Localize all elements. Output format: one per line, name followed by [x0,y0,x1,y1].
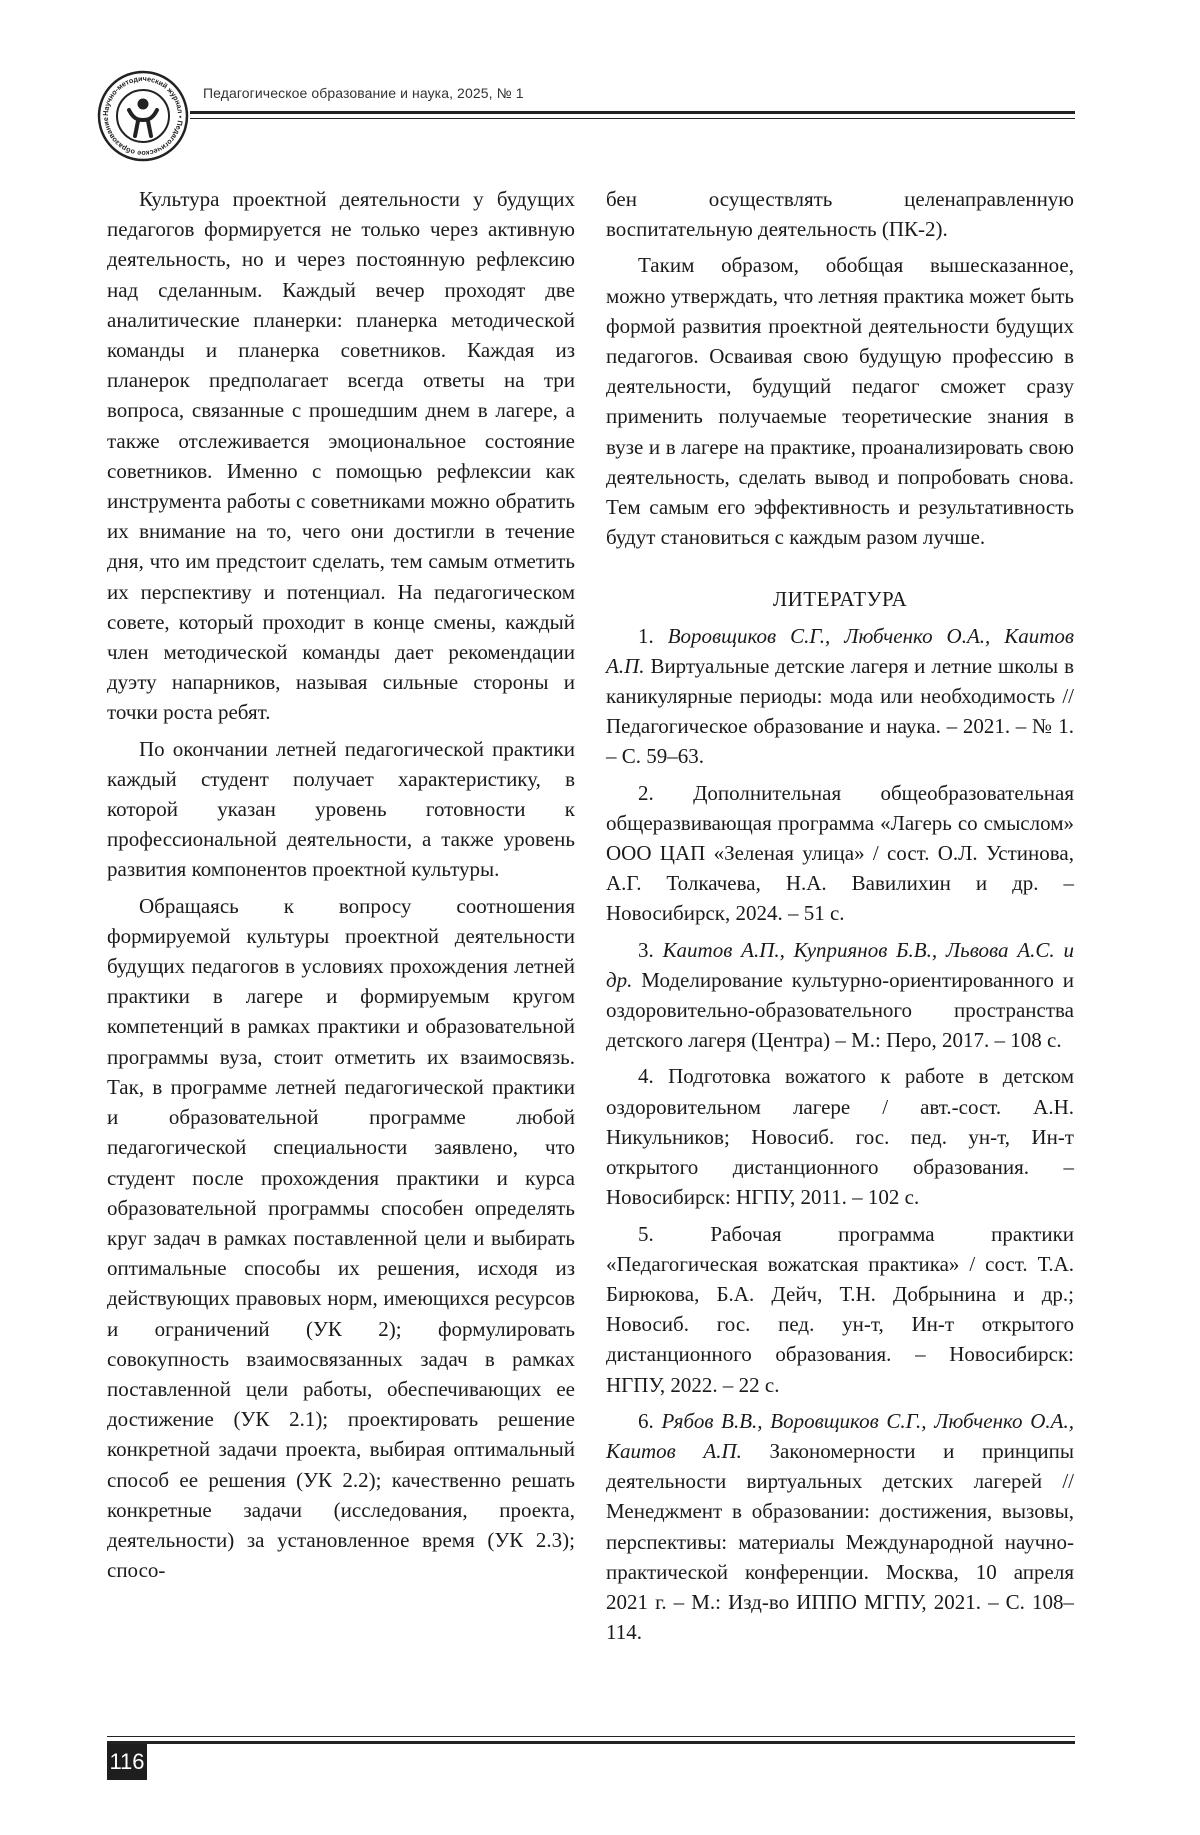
reference-text: Закономерности и принципы деятельности виртуальных детских лагерей // Менеджмент в образовании: достижения, вызовы, перспективы: материалы Международной научно-практической конференции. Москва, 10 апреля 2021 г. – М.: Изд-во ИППО МГПУ, 2021. – С. 108–114. [606,1438,1074,1645]
footer-rule-thin [107,1736,1075,1737]
reference-number: 3. [638,937,654,962]
body-paragraph: Обращаясь к вопросу соотношения формируемой культуры проектной деятельности будущих педагогов в условиях прохождения летней практики в лагере и формируемым кругом компетенций в рамках практики и образовательной программы вуза, стоит отметить их взаимосвязь. Так, в программе летней педагогической практики и образовательной программе любой педагогической специальности заявлено, что студент после прохождения практики и курса образовательной программы способен определять круг задач в рамках поставленной цели и выбирать оптимальные способы их решения, исходя из действующих правовых норм, имеющихся ресурсов и ограничений (УК 2); формулировать совокупность взаимосвязанных задач в рамках поставленной цели работы, обеспечивающих ее достижение (УК 2.1); проектировать решение конкретной задачи проекта, выбирая оптимальный способ ее решения (УК 2.2); качественно решать конкретные задачи (исследования, проекта, деятельности) за установленное время (УК 2.3); спосо- [107,893,575,1583]
reference-item [606,935,1074,1056]
reference-number: 1. [638,623,654,648]
body-paragraph: По окончании летней педагогической практики каждый студент получает характеристику, в которой указан уровень готовности к профессиональной деятельности, а также уровень развития компонентов проектной культуры. [107,736,575,882]
reference-item [606,778,1074,929]
journal-logo [97,70,189,162]
reference-authors: Воровщиков С.Г., Любченко О.А., Каитов А.П. [606,623,1074,678]
literature-heading: ЛИТЕРАТУРА [772,587,908,612]
reference-text: Виртуальные детские лагеря и летние школы в каникулярные периоды: мода или необходимость // Педагогическое образование и наука. – 2021. – № 1. – С. 59–63. [606,653,1075,769]
reference-item [606,1406,1074,1648]
footer-rule-thick [107,1741,1075,1744]
reference-authors: Рябов В.В., Воровщиков С.Г., Любченко О.А., Каитов А.П. [606,1408,1075,1463]
body-paragraph: Культура проектной деятельности у будущих педагогов формируется не только через активную деятельность, но и через постоянную рефлексию над сделанным. Каждый вечер проходят две аналитические планерки: планерка методической команды и планерка советников. Каждая из планерок предполагает всегда ответы на три вопроса, связанные с прошедшим днем в лагере, а также отслеживается эмоциональное состояние советников. Именно с помощью рефлексии как инструмента работы с советниками можно обратить их внимание на то, чего они достигли в течение дня, что им предстоит сделать, тем самым отметить их перспективу и потенциал. На педагогическом совете, который проходит в конце смены, каждый член методической команды дает рекомендации дуэту напарников, называя сильные стороны и точки роста ребят. [107,187,575,725]
continuation-paragraph: бен осуществлять целенаправленную воспитательную деятельность (ПК-2). [606,187,1074,242]
reference-authors: Каитов А.П., Куприянов Б.В., Львова А.С. и др. [606,937,1074,992]
conclusion-paragraph: Таким образом, обобщая вышесказанное, можно утверждать, что летняя практика может быть формой развития проектной деятельности будущих педагогов. Осваивая свою будущую профессию в деятельности, будущий педагог сможет сразу применить получаемые теоретические знания в вузе и в лагере на практике, проанализировать свою деятельность, сделать вывод и попробовать снова. Тем самым его эффективность и результативность будут становиться с каждым разом лучше. [606,253,1074,550]
running-head: Педагогическое образование и наука, 2025, № 1 [203,85,524,101]
left-column [107,184,575,1585]
reference-item [606,1219,1074,1400]
reference-text: Дополнительная общеобразовательная общеразвивающая программа «Лагерь со смыслом» ООО ЦАП «Зеленая улица» / сост. О.Л. Устинова, А.Г. Толкачева, Н.А. Вавилихин и др. – Новосибирск, 2024. – 51 с. [606,780,1074,926]
reference-number: 5. [638,1221,654,1246]
header-rule-thin [190,118,1075,119]
svg-text:Научно-методический журнал • П: Научно-методический журнал • Педагогическое образование [100,73,186,159]
reference-number: 2. [638,780,654,805]
reference-text: Моделирование культурно-ориентированного и оздоровительно-образовательного пространства детского лагеря (Центра) – М.: Перо, 2017. – 108 с. [606,967,1075,1053]
reference-item [606,621,1074,772]
reference-text: Подготовка вожатого к работе в детском оздоровительном лагере / авт.-сост. А.Н. Никульников; Новосиб. гос. пед. ун-т, Ин-т открытого дистанционного образования. – Новосибирск: НГПУ, 2011. – 102 с. [606,1064,1074,1210]
reference-text: Рабочая программа практики «Педагогическая вожатская практика» / сост. Т.А. Бирюкова, Б.А. Дейч, Т.Н. Добрынина и др.; Новосиб. гос. пед. ун-т, Ин-т открытого дистанционного образования. – Новосибирск: НГПУ, 2022. – 22 с. [606,1221,1075,1397]
reference-number: 6. [638,1408,654,1433]
reference-item [606,1061,1074,1212]
reference-number: 4. [638,1064,654,1089]
page-number: 116 [107,1744,147,1780]
header-rule-thick [190,111,1075,114]
right-column [606,184,1074,1647]
